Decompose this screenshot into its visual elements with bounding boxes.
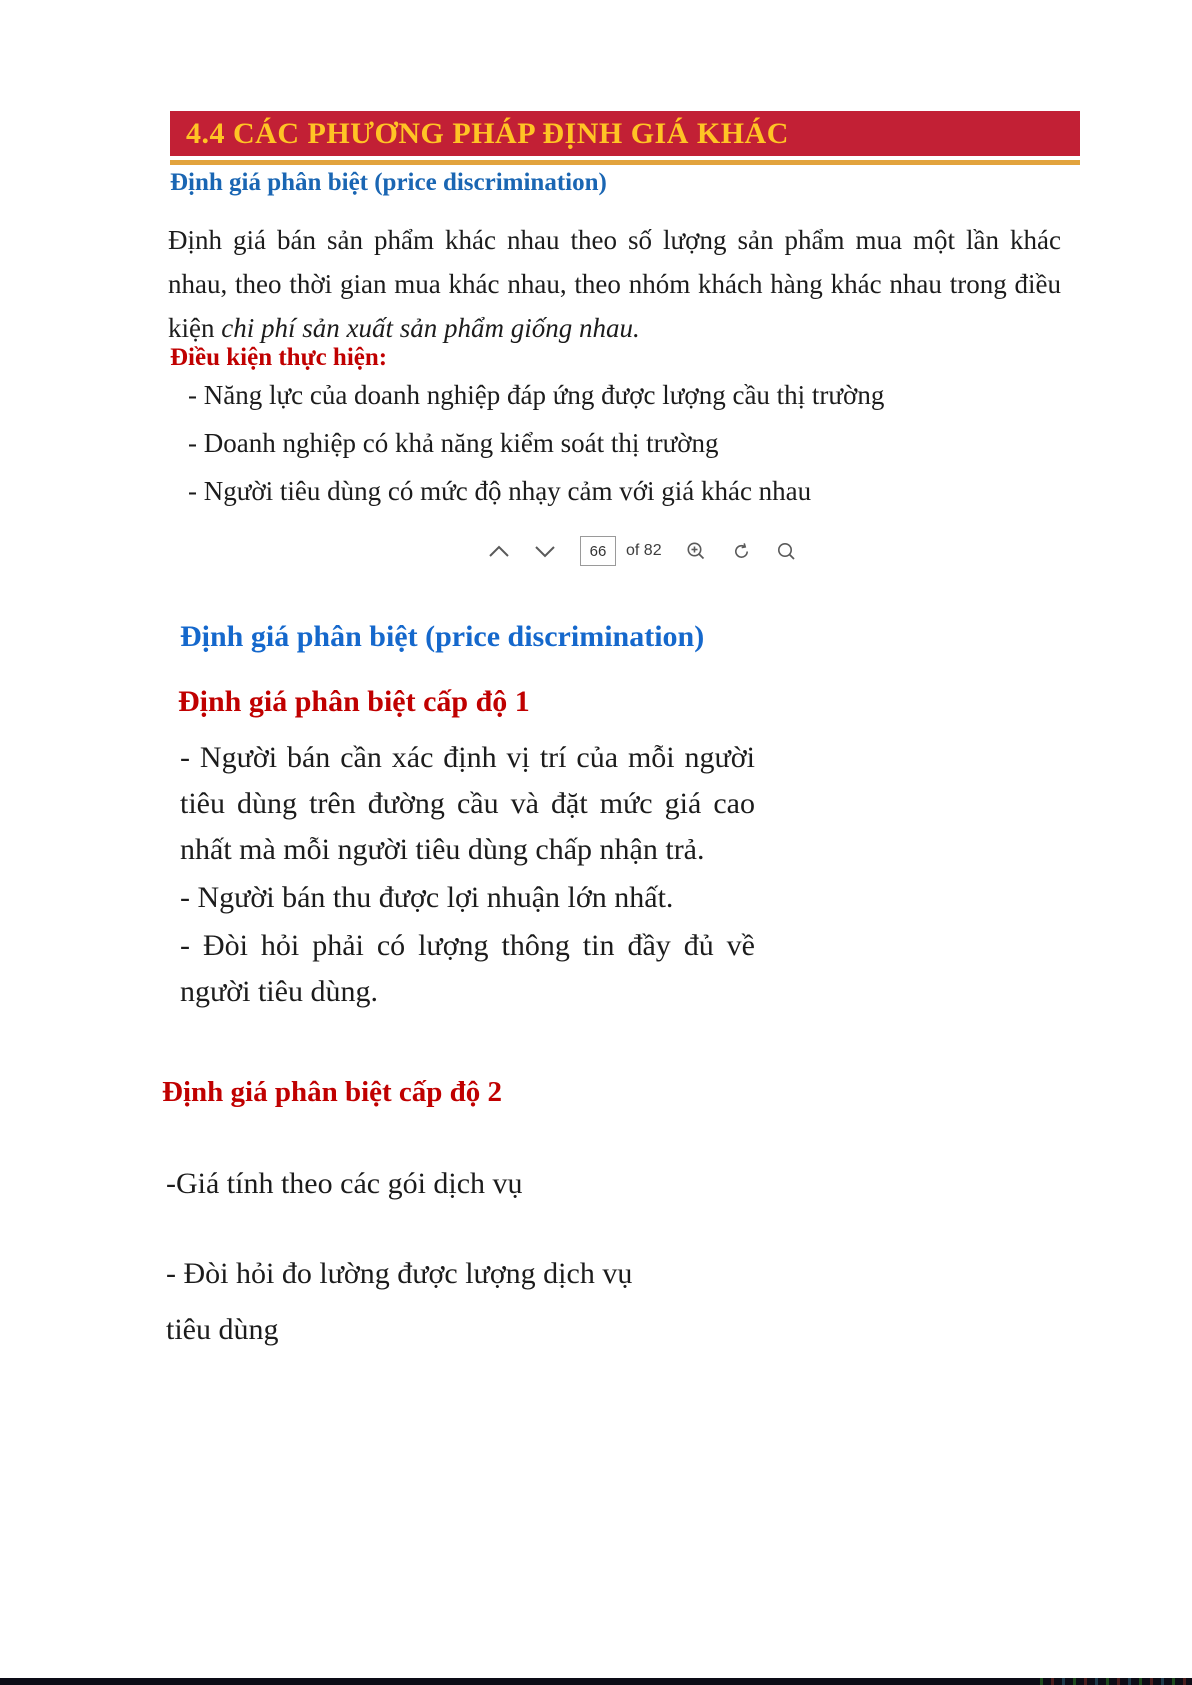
heading-level-1: Định giá phân biệt cấp độ 1: [178, 685, 530, 718]
list-item: - Người bán cần xác định vị trí của mỗi người tiêu dùng trên đường cầu và đặt mức giá cao nhất mà mỗi người tiêu dùng chấp nhận trả.: [180, 741, 755, 866]
list-item: - Doanh nghiệp có khả năng kiểm soát thị trường: [188, 428, 719, 458]
heading-price-discrimination: Định giá phân biệt (price discrimination): [170, 169, 607, 196]
list-item: - Đòi hỏi đo lường được lượng dịch vụ tiêu dùng: [166, 1257, 633, 1346]
page-down-button[interactable]: [534, 545, 556, 558]
level-1-points: [180, 735, 755, 1017]
search-button[interactable]: [776, 541, 797, 562]
heading-conditions: Điều kiện thực hiện:: [170, 344, 388, 371]
banner-underline: [170, 160, 1080, 165]
list-item: - Người tiêu dùng có mức độ nhạy cảm với giá khác nhau: [188, 476, 812, 506]
paragraph-definition-main: Định giá bán sản phẩm khác nhau theo số lượng sản phẩm mua một lần khác nhau, theo thời gian mua khác nhau, theo nhóm khách hàng khác nhau trong điều kiện: [168, 225, 1061, 343]
bottom-bar-specks: [1032, 1678, 1192, 1685]
page-total-label: of 82: [626, 542, 662, 559]
heading-level-2: Định giá phân biệt cấp độ 2: [162, 1076, 503, 1108]
level-2-points: [166, 1156, 666, 1392]
paragraph-definition-italic: chi phí sản xuất sản phẩm giống nhau.: [221, 313, 640, 343]
pdf-viewer-toolbar: [488, 535, 797, 567]
list-item: - Năng lực của doanh nghiệp đáp ứng được lượng cầu thị trường: [188, 380, 885, 410]
page-up-button[interactable]: [488, 545, 510, 558]
slide-heading-price-discrimination: Định giá phân biệt (price discrimination): [180, 620, 705, 653]
zoom-in-icon: [686, 541, 707, 562]
rotate-button[interactable]: [731, 541, 752, 562]
paragraph-definition: [168, 218, 1061, 350]
bottom-dark-bar: [0, 1678, 1192, 1685]
search-icon: [776, 541, 797, 562]
list-item: -Giá tính theo các gói dịch vụ: [166, 1167, 523, 1200]
section-banner-title: 4.4 CÁC PHƯƠNG PHÁP ĐỊNH GIÁ KHÁC: [170, 111, 1080, 156]
conditions-list: [188, 378, 884, 522]
list-item: - Đòi hỏi phải có lượng thông tin đầy đủ về người tiêu dùng.: [180, 929, 755, 1008]
chevron-down-icon: [534, 545, 556, 558]
zoom-in-button[interactable]: [686, 541, 707, 562]
page-number-input[interactable]: 66: [580, 536, 616, 566]
chevron-up-icon: [488, 545, 510, 558]
rotate-icon: [731, 541, 752, 562]
list-item: - Người bán thu được lợi nhuận lớn nhất.: [180, 881, 674, 914]
